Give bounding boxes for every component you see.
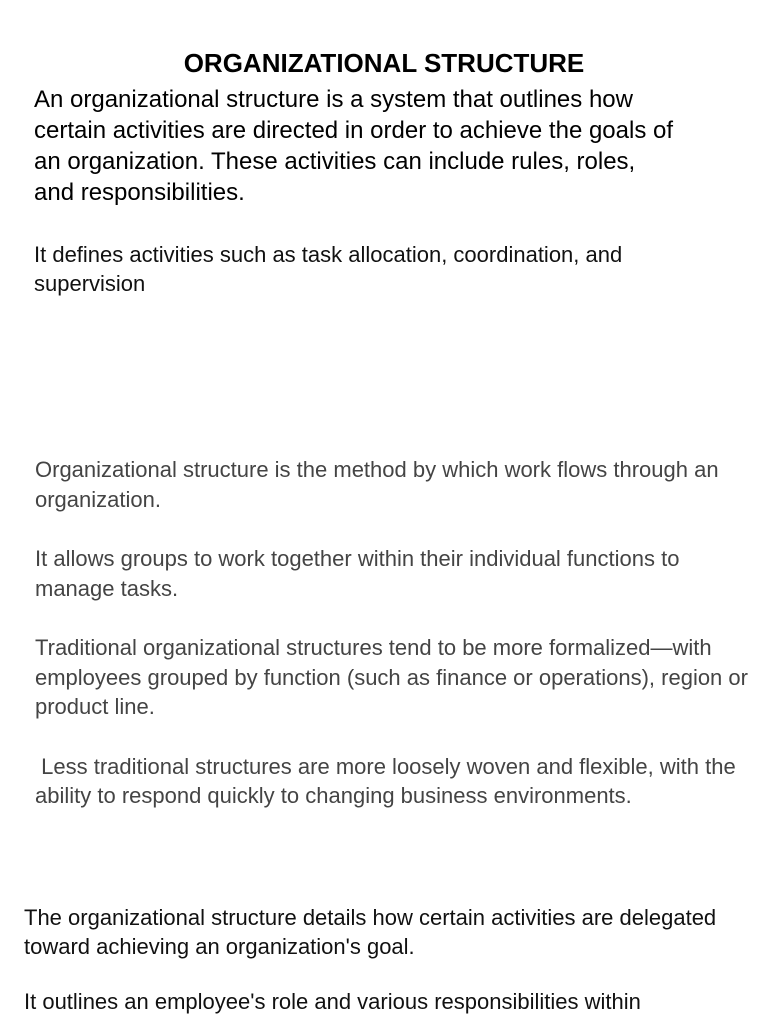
page-title: ORGANIZATIONAL STRUCTURE	[183, 48, 585, 79]
less-traditional-paragraph: Less traditional structures are more loosely woven and flexible, with the ability to respond quickly to changing business environments.	[35, 753, 742, 808]
groups-paragraph: It allows groups to work together within their individual functions to manage tasks.	[35, 546, 680, 601]
details-section	[24, 903, 744, 1024]
workflow-paragraph: Organizational structure is the method by which work flows through an organization.	[35, 457, 719, 512]
structure-description-section	[35, 455, 755, 841]
employee-role-paragraph: It outlines an employee's role and various responsibilities within	[24, 989, 641, 1014]
intro-paragraph: An organizational structure is a system that outlines how certain activities are directed in order to achieve the goals of an organization. These activities can include rules, roles, and responsibilities.	[34, 86, 674, 206]
delegation-paragraph: The organizational structure details how certain activities are delegated toward achieving an organization's goal.	[24, 905, 717, 959]
defines-paragraph: It defines activities such as task allocation, coordination, and supervision	[34, 242, 623, 296]
traditional-paragraph: Traditional organizational structures tend to be more formalized—with employees grouped by function (such as finance or operations), region or product line.	[35, 635, 748, 719]
